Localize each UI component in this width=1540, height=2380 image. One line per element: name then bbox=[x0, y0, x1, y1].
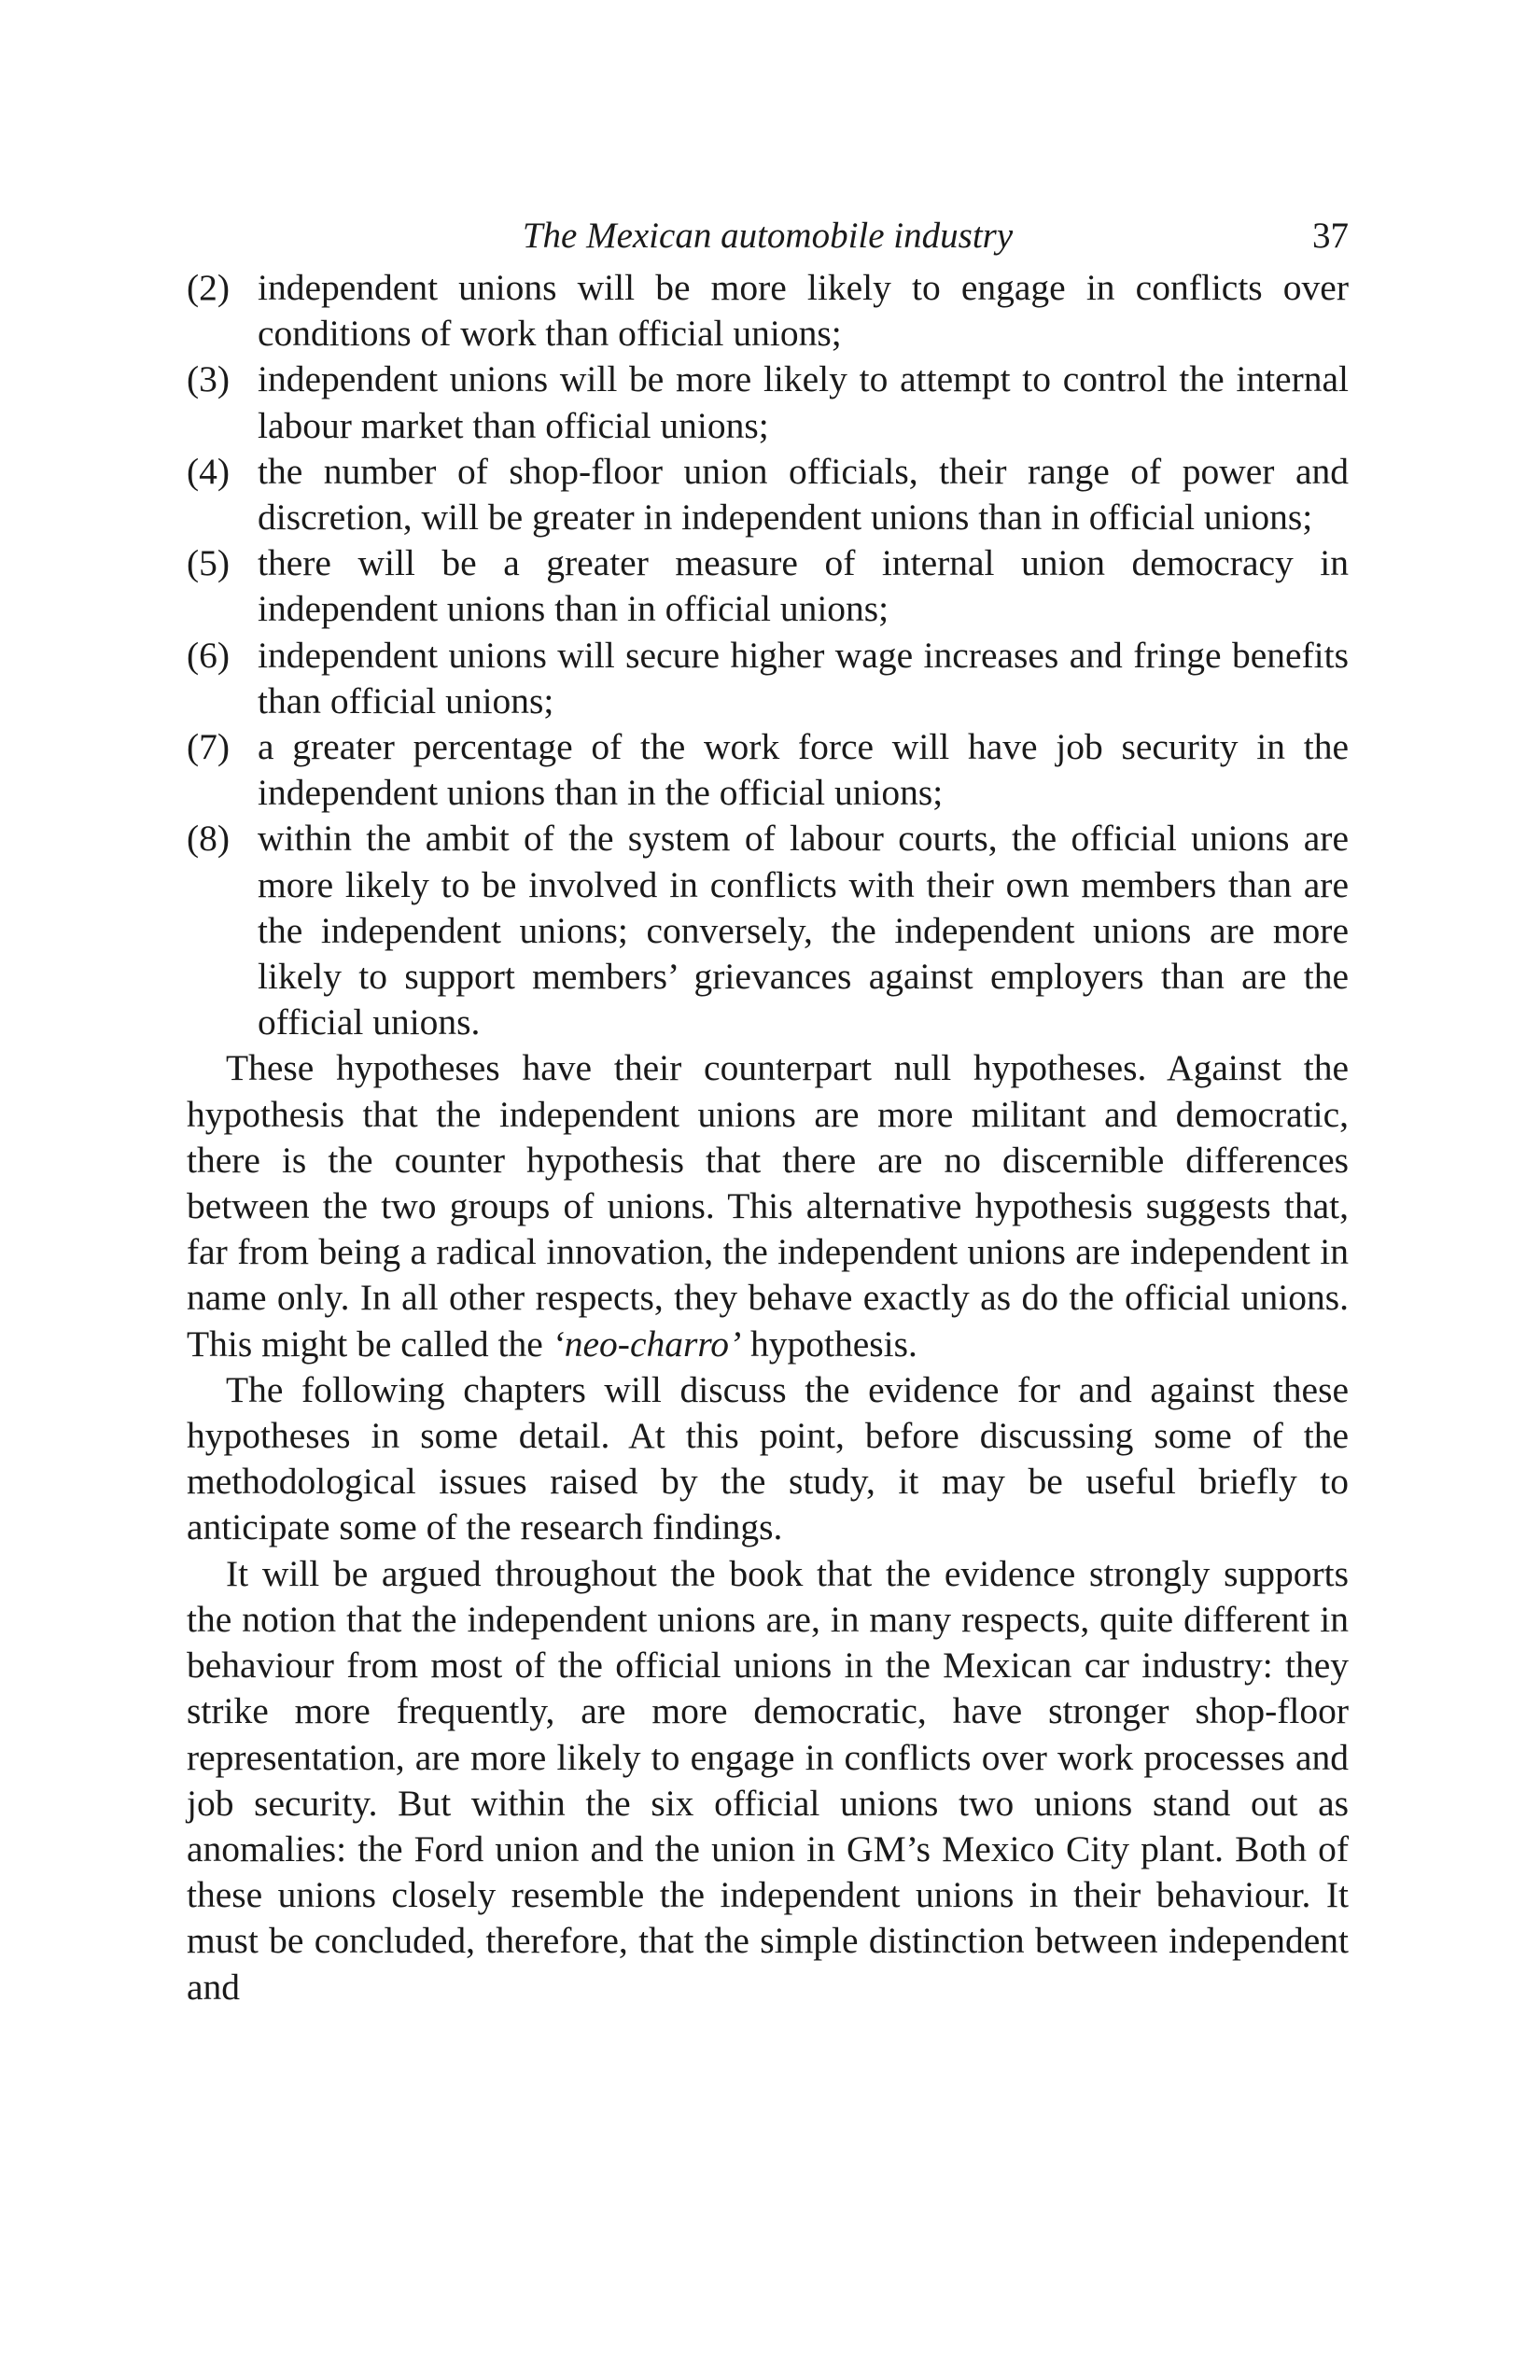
item-text: the number of shop-floor union officials, their range of power and discretion, will be greater in independent unions than in official unions; bbox=[258, 450, 1349, 539]
item-text: a greater percentage of the work force will have job security in the independent unions than in the official unions; bbox=[258, 726, 1349, 814]
list-item bbox=[187, 265, 1349, 357]
item-number: (2) bbox=[187, 267, 231, 308]
paragraph-null-hypotheses bbox=[187, 1045, 1349, 1366]
item-number: (8) bbox=[187, 818, 231, 860]
list-item bbox=[187, 357, 1349, 448]
neo-charro-term: ‘neo-charro’ bbox=[552, 1323, 742, 1365]
list-item bbox=[187, 449, 1349, 540]
paragraph-following-chapters: The following chapters will discuss the evidence for and against these hypotheses in some detail. At this point, before discussing some of the methodological issues raised by the study, it may be useful briefly to anticipate some of the research findings. bbox=[187, 1368, 1349, 1548]
running-title: The Mexican automobile industry bbox=[522, 216, 1014, 256]
body-text bbox=[187, 265, 1349, 2010]
item-text: independent unions will secure higher wage increases and fringe benefits than official unions; bbox=[258, 634, 1349, 721]
paragraph-text: These hypotheses have their counterpart null hypotheses. Against the hypothesis that the independent unions are more militant and democratic, there is the counter hypothesis that there are no discernible differences between the two groups of unions. This alternative hypothesis suggests that, far from being a radical innovation, the independent unions are independent in name only. In all other respects, they behave exactly as do the official unions. This might be called the bbox=[187, 1047, 1349, 1365]
item-text: within the ambit of the system of labour courts, the official unions are more likely to be involved in conflicts with their own members than are the independent unions; conversely, the independent unions are more likely to support members’ grievances against employers than are the official unions. bbox=[258, 818, 1349, 1043]
list-item bbox=[187, 724, 1349, 816]
item-number: (7) bbox=[187, 726, 231, 768]
item-number: (3) bbox=[187, 358, 231, 400]
paragraph-text-end: hypothesis. bbox=[741, 1323, 917, 1365]
list-item bbox=[187, 816, 1349, 1045]
paragraph-findings: It will be argued throughout the book that the evidence strongly supports the notion that the independent unions are, in many respects, quite different in behaviour from most of the official unions in the Mexican car industry: they strike more frequently, are more democratic, have stronger shop-floor representation, are more likely to engage in conflicts over work processes and job security. But within the six official unions two unions stand out as anomalies: the Ford union and the union in GM’s Mexico City plant. Both of these unions closely resemble the independent unions in their behaviour. It must be concluded, therefore, that the simple distinction between independent and bbox=[187, 1552, 1349, 2008]
list-item bbox=[187, 633, 1349, 724]
hypothesis-list bbox=[187, 265, 1349, 1045]
page-number: 37 bbox=[1312, 216, 1349, 256]
running-header bbox=[187, 207, 1349, 265]
item-number: (6) bbox=[187, 634, 231, 676]
item-text: there will be a greater measure of internal union democracy in independent unions than in official unions; bbox=[258, 542, 1349, 630]
book-page bbox=[187, 207, 1349, 2010]
item-number: (4) bbox=[187, 450, 231, 492]
item-number: (5) bbox=[187, 542, 231, 584]
item-text: independent unions will be more likely to engage in conflicts over conditions of work than official unions; bbox=[258, 267, 1349, 355]
item-text: independent unions will be more likely to attempt to control the internal labour market than official unions; bbox=[258, 358, 1349, 446]
list-item bbox=[187, 540, 1349, 632]
